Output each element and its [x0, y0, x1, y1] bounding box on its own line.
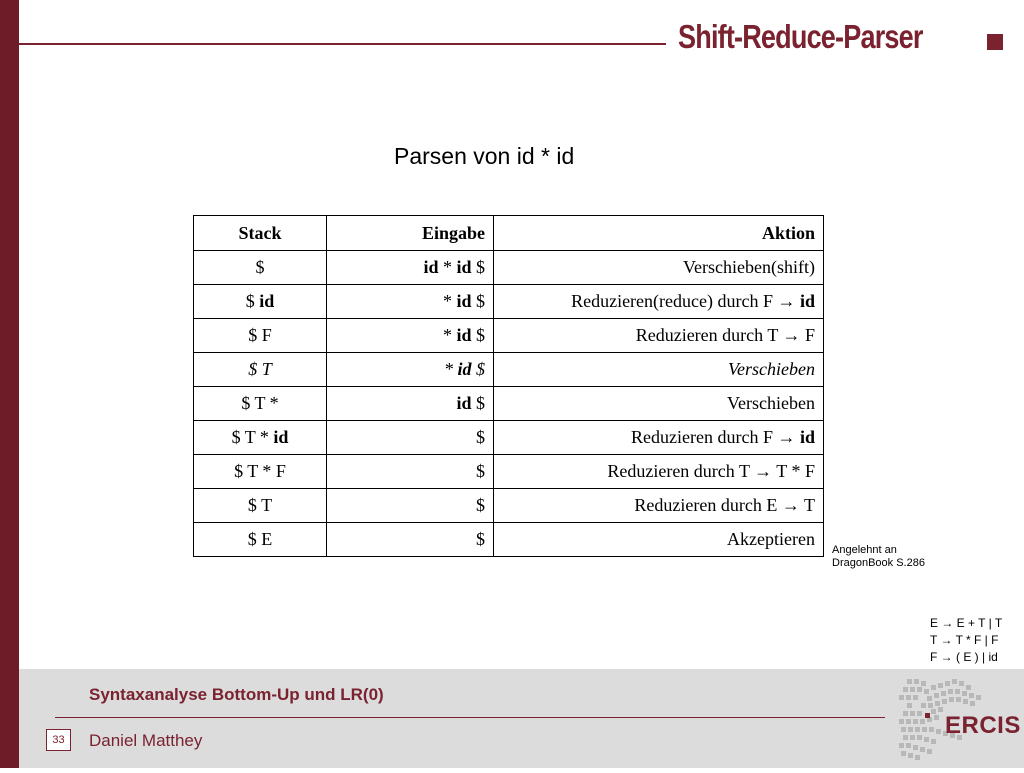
stack-cell: $ id [194, 285, 327, 319]
action-cell: Reduzieren durch F → id [494, 421, 824, 455]
table-row [194, 455, 824, 489]
parse-table [193, 215, 824, 557]
input-cell: * id $ [327, 319, 494, 353]
title-square-icon [987, 34, 1003, 50]
source-note-line2: DragonBook S.286 [832, 557, 925, 569]
action-cell: Verschieben(shift) [494, 251, 824, 285]
slide-footer [19, 669, 1024, 768]
table-row [194, 387, 824, 421]
grammar-rule-t: T → T * F | F [930, 633, 999, 647]
table-row [194, 285, 824, 319]
input-cell: id $ [327, 387, 494, 421]
table-row [194, 319, 824, 353]
grammar-rule-e: E → E + T | T [930, 616, 1003, 630]
input-cell: * id $ [327, 353, 494, 387]
action-cell: Reduzieren durch T → T * F [494, 455, 824, 489]
left-accent-bar [0, 0, 19, 768]
action-cell: Reduzieren durch T → F [494, 319, 824, 353]
stack-cell: $ T * [194, 387, 327, 421]
input-cell: $ [327, 489, 494, 523]
title-rule [19, 43, 666, 45]
table-row [194, 251, 824, 285]
table-header-row [194, 216, 824, 251]
author-name: Daniel Matthey [89, 731, 203, 750]
source-note [832, 544, 925, 570]
table-row [194, 421, 824, 455]
grammar-rule-f: F → ( E ) | id [930, 650, 998, 664]
header-stack: Stack [194, 216, 327, 251]
slide-subtitle: Parsen von id * id [394, 143, 575, 169]
grammar-rules [930, 615, 1002, 666]
stack-cell: $ [194, 251, 327, 285]
table-row [194, 523, 824, 557]
input-cell: id * id $ [327, 251, 494, 285]
source-note-line1: Angelehnt an [832, 544, 897, 556]
action-cell: Reduzieren(reduce) durch F → id [494, 285, 824, 319]
input-cell: $ [327, 455, 494, 489]
stack-cell: $ T [194, 353, 327, 387]
stack-cell: $ T * id [194, 421, 327, 455]
header-input: Eingabe [327, 216, 494, 251]
action-cell: Verschieben [494, 387, 824, 421]
slide-title: Shift-Reduce-Parser [678, 18, 923, 55]
stack-cell: $ T * F [194, 455, 327, 489]
footer-rule [55, 717, 885, 718]
input-cell: * id $ [327, 285, 494, 319]
action-cell: Verschieben [494, 353, 824, 387]
table-row [194, 489, 824, 523]
stack-cell: $ T [194, 489, 327, 523]
header-action: Aktion [494, 216, 824, 251]
logo-text: ERCIS [945, 712, 1021, 739]
input-cell: $ [327, 523, 494, 557]
action-cell: Akzeptieren [494, 523, 824, 557]
table-row [194, 353, 824, 387]
stack-cell: $ F [194, 319, 327, 353]
stack-cell: $ E [194, 523, 327, 557]
footer-title: Syntaxanalyse Bottom-Up und LR(0) [89, 685, 384, 704]
action-cell: Reduzieren durch E → T [494, 489, 824, 523]
page-number: 33 [46, 729, 71, 751]
ercis-logo [877, 669, 1024, 768]
input-cell: $ [327, 421, 494, 455]
